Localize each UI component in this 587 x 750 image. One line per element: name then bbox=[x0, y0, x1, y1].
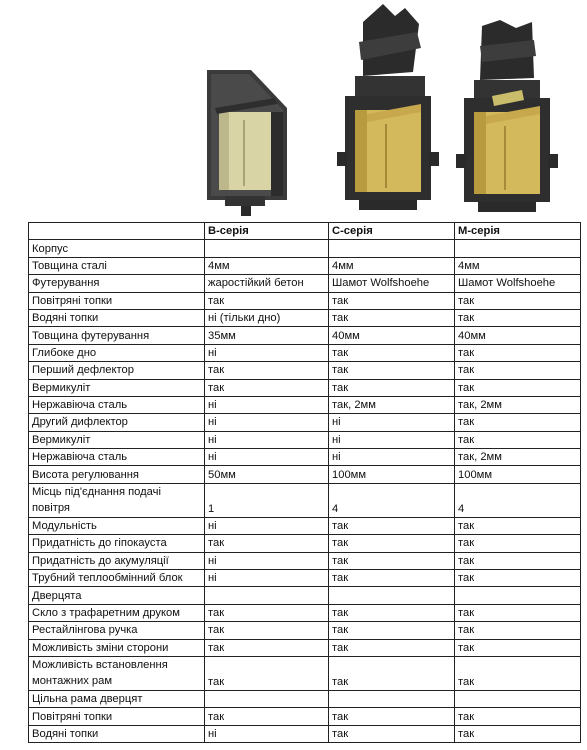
m-series-value bbox=[455, 587, 581, 604]
row-label: Цільна рама дверцят bbox=[29, 690, 205, 707]
table-row bbox=[29, 449, 581, 466]
c-series-value: 4 bbox=[329, 483, 455, 517]
table-row bbox=[29, 535, 581, 552]
table-row bbox=[29, 552, 581, 569]
m-series-value: так bbox=[455, 604, 581, 621]
m-series-value: так bbox=[455, 379, 581, 396]
b-series-value bbox=[205, 587, 329, 604]
m-series-value: так bbox=[455, 552, 581, 569]
row-label: Можливість встановлення монтажних рам bbox=[29, 656, 205, 690]
row-label: Другий дифлектор bbox=[29, 414, 205, 431]
row-label: Можливість зміни сторони bbox=[29, 639, 205, 656]
table-header-row bbox=[29, 223, 581, 240]
b-series-value: жаростійкий бетон bbox=[205, 275, 329, 292]
row-label: Придатність до гіпокауста bbox=[29, 535, 205, 552]
m-series-value bbox=[455, 240, 581, 257]
m-series-fireplace-image bbox=[452, 16, 562, 216]
m-series-value: так, 2мм bbox=[455, 396, 581, 413]
table-row bbox=[29, 656, 581, 690]
m-series-value bbox=[455, 690, 581, 707]
m-series-value: так bbox=[455, 708, 581, 725]
m-series-value: так bbox=[455, 431, 581, 448]
row-label: Вермикуліт bbox=[29, 379, 205, 396]
b-series-value bbox=[205, 240, 329, 257]
table-row bbox=[29, 362, 581, 379]
table-row bbox=[29, 483, 581, 517]
row-label: Глибоке дно bbox=[29, 344, 205, 361]
c-series-value: так bbox=[329, 604, 455, 621]
m-series-value: так bbox=[455, 639, 581, 656]
m-series-value: так bbox=[455, 309, 581, 326]
table-row bbox=[29, 622, 581, 639]
b-series-value bbox=[205, 690, 329, 707]
c-series-value: 100мм bbox=[329, 466, 455, 483]
fireplace-illustrations bbox=[0, 0, 587, 222]
table-row bbox=[29, 327, 581, 344]
b-series-value: так bbox=[205, 604, 329, 621]
table-body bbox=[29, 240, 581, 743]
b-series-value: ні bbox=[205, 431, 329, 448]
row-label: Місць під'єднання подачі повітря bbox=[29, 483, 205, 517]
c-series-value: так bbox=[329, 379, 455, 396]
row-label: Корпус bbox=[29, 240, 205, 257]
table-row bbox=[29, 257, 581, 274]
m-series-value: так bbox=[455, 656, 581, 690]
table-row bbox=[29, 708, 581, 725]
table-row bbox=[29, 396, 581, 413]
table-row bbox=[29, 725, 581, 742]
row-label: Дверцята bbox=[29, 587, 205, 604]
b-series-value: ні (тільки дно) bbox=[205, 309, 329, 326]
c-series-value: так bbox=[329, 309, 455, 326]
c-series-value bbox=[329, 240, 455, 257]
c-series-value: так bbox=[329, 725, 455, 742]
row-label: Водяні топки bbox=[29, 309, 205, 326]
c-series-fireplace-image bbox=[333, 2, 443, 216]
spec-comparison-table bbox=[28, 222, 581, 743]
m-series-value: так bbox=[455, 414, 581, 431]
c-series-value: ні bbox=[329, 414, 455, 431]
m-series-value: 100мм bbox=[455, 466, 581, 483]
b-series-value: 50мм bbox=[205, 466, 329, 483]
table-row bbox=[29, 431, 581, 448]
b-series-value: так bbox=[205, 622, 329, 639]
m-series-value: так bbox=[455, 517, 581, 534]
b-series-value: ні bbox=[205, 414, 329, 431]
row-label: Скло з трафаретним друком bbox=[29, 604, 205, 621]
m-series-value: так bbox=[455, 362, 581, 379]
table-row bbox=[29, 309, 581, 326]
row-label: Придатність до акумуляції bbox=[29, 552, 205, 569]
b-series-value: ні bbox=[205, 449, 329, 466]
header-c-series: C-серія bbox=[329, 223, 455, 240]
row-label: Вермикуліт bbox=[29, 431, 205, 448]
b-series-value: так bbox=[205, 535, 329, 552]
m-series-value: 40мм bbox=[455, 327, 581, 344]
header-m-series: M-серія bbox=[455, 223, 581, 240]
row-label: Модульність bbox=[29, 517, 205, 534]
table-row bbox=[29, 379, 581, 396]
c-series-value: так bbox=[329, 552, 455, 569]
table-row bbox=[29, 414, 581, 431]
c-series-value: 4мм bbox=[329, 257, 455, 274]
table-row bbox=[29, 587, 581, 604]
c-series-value: так bbox=[329, 344, 455, 361]
b-series-value: ні bbox=[205, 570, 329, 587]
b-series-value: так bbox=[205, 656, 329, 690]
m-series-value: так bbox=[455, 535, 581, 552]
b-series-value: 35мм bbox=[205, 327, 329, 344]
row-label: Товщина сталі bbox=[29, 257, 205, 274]
c-series-value: так bbox=[329, 622, 455, 639]
c-series-value: ні bbox=[329, 449, 455, 466]
table-row bbox=[29, 292, 581, 309]
b-series-value: так bbox=[205, 708, 329, 725]
row-label: Повітряні топки bbox=[29, 708, 205, 725]
table-row bbox=[29, 570, 581, 587]
table-row bbox=[29, 466, 581, 483]
row-label: Повітряні топки bbox=[29, 292, 205, 309]
c-series-value: так bbox=[329, 362, 455, 379]
table-row bbox=[29, 240, 581, 257]
m-series-value: 4мм bbox=[455, 257, 581, 274]
m-series-value: так bbox=[455, 292, 581, 309]
c-series-value: так, 2мм bbox=[329, 396, 455, 413]
b-series-value: так bbox=[205, 362, 329, 379]
b-series-value: ні bbox=[205, 517, 329, 534]
row-label: Футерування bbox=[29, 275, 205, 292]
b-series-value: так bbox=[205, 639, 329, 656]
table-row bbox=[29, 517, 581, 534]
m-series-value: так, 2мм bbox=[455, 449, 581, 466]
row-label: Перший дефлектор bbox=[29, 362, 205, 379]
c-series-value: так bbox=[329, 656, 455, 690]
m-series-value: так bbox=[455, 570, 581, 587]
c-series-value: ні bbox=[329, 431, 455, 448]
c-series-value: так bbox=[329, 535, 455, 552]
table-row bbox=[29, 639, 581, 656]
c-series-value: так bbox=[329, 292, 455, 309]
m-series-value: так bbox=[455, 725, 581, 742]
b-series-value: 1 bbox=[205, 483, 329, 517]
b-series-fireplace-image bbox=[205, 68, 295, 218]
m-series-value: так bbox=[455, 622, 581, 639]
row-label: Водяні топки bbox=[29, 725, 205, 742]
c-series-value: так bbox=[329, 639, 455, 656]
table-row bbox=[29, 604, 581, 621]
table-row bbox=[29, 275, 581, 292]
row-label: Товщина футерування bbox=[29, 327, 205, 344]
b-series-value: ні bbox=[205, 725, 329, 742]
m-series-value: Шамот Wolfshoehe bbox=[455, 275, 581, 292]
row-label: Висота регулювання bbox=[29, 466, 205, 483]
row-label: Нержавіюча сталь bbox=[29, 449, 205, 466]
b-series-value: так bbox=[205, 379, 329, 396]
table-row bbox=[29, 690, 581, 707]
row-label: Трубний теплообмінний блок bbox=[29, 570, 205, 587]
header-b-series: B-серія bbox=[205, 223, 329, 240]
c-series-value bbox=[329, 690, 455, 707]
c-series-value: Шамот Wolfshoehe bbox=[329, 275, 455, 292]
c-series-value: так bbox=[329, 708, 455, 725]
m-series-value: 4 bbox=[455, 483, 581, 517]
row-label: Нержавіюча сталь bbox=[29, 396, 205, 413]
b-series-value: так bbox=[205, 292, 329, 309]
b-series-value: ні bbox=[205, 552, 329, 569]
m-series-value: так bbox=[455, 344, 581, 361]
c-series-value: так bbox=[329, 570, 455, 587]
c-series-value: 40мм bbox=[329, 327, 455, 344]
c-series-value: так bbox=[329, 517, 455, 534]
b-series-value: ні bbox=[205, 396, 329, 413]
row-label: Рестайлінгова ручка bbox=[29, 622, 205, 639]
header-empty-cell bbox=[29, 223, 205, 240]
table-row bbox=[29, 344, 581, 361]
b-series-value: 4мм bbox=[205, 257, 329, 274]
b-series-value: ні bbox=[205, 344, 329, 361]
c-series-value bbox=[329, 587, 455, 604]
